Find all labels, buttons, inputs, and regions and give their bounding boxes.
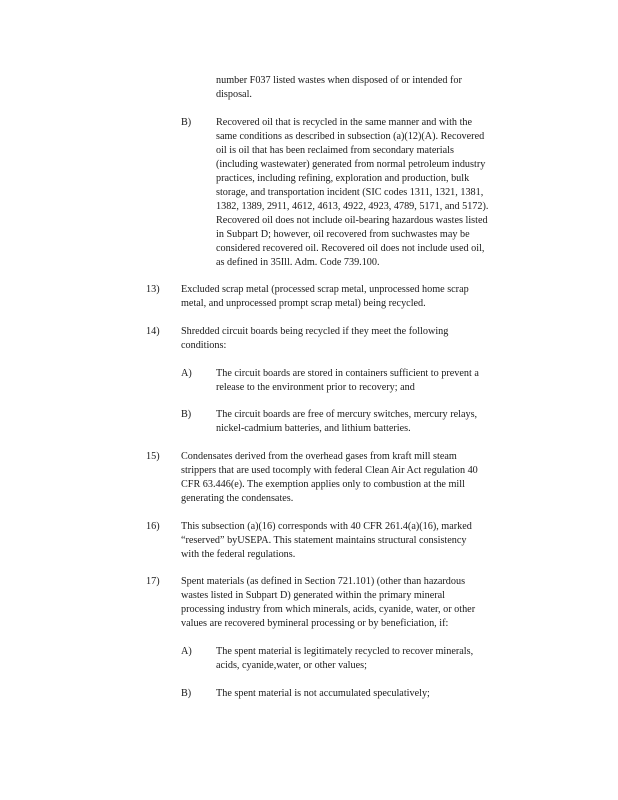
text-line: considered recovered oil. Recovered oil does not include used oil, bbox=[216, 243, 485, 254]
text-line: in Subpart D; however, oil recovered from suchwastes may be bbox=[216, 229, 470, 240]
text-line: Excluded scrap metal (processed scrap metal, unprocessed home scrap bbox=[181, 284, 469, 295]
text-line: processing industry from which minerals, acids, cyanide, water, or other bbox=[181, 604, 476, 615]
text-line: with the federal regulations. bbox=[181, 549, 296, 560]
text-line: disposal. bbox=[216, 89, 252, 100]
text-line: wastes listed in Subpart D) generated within the primary mineral bbox=[181, 590, 445, 601]
text-line: same conditions as described in subsection (a)(12)(A). Recovered bbox=[216, 131, 485, 142]
text-line: The spent material is not accumulated speculatively; bbox=[216, 688, 430, 699]
item-label: 16) bbox=[146, 521, 160, 532]
text-line: generating the condensates. bbox=[181, 493, 294, 504]
text-line: values are recovered bymineral processing or by beneficiation, if: bbox=[181, 618, 449, 629]
text-line: as defined in 35Ill. Adm. Code 739.100. bbox=[216, 257, 380, 268]
text-line: conditions: bbox=[181, 340, 227, 351]
text-line: nickel-cadmium batteries, and lithium batteries. bbox=[216, 423, 411, 434]
text-line: Spent materials (as defined in Section 721.101) (other than hazardous bbox=[181, 576, 466, 587]
text-line: Recovered oil that is recycled in the same manner and with the bbox=[216, 117, 473, 128]
text-line: strippers that are used tocomply with federal Clean Air Act regulation 40 bbox=[181, 465, 478, 476]
text-line: The circuit boards are free of mercury switches, mercury relays, bbox=[216, 409, 478, 420]
text-line: oil is oil that has been reclaimed from secondary materials bbox=[216, 145, 454, 156]
text-line: The spent material is legitimately recycled to recover minerals, bbox=[216, 646, 474, 657]
text-line: Recovered oil does not include oil-bearing hazardous wastes listed bbox=[216, 215, 488, 226]
item-label: B) bbox=[181, 117, 192, 128]
item-label: A) bbox=[181, 646, 192, 657]
text-line: Shredded circuit boards being recycled if they meet the following bbox=[181, 326, 449, 337]
text-line: This subsection (a)(16) corresponds with 40 CFR 261.4(a)(16), marked bbox=[181, 521, 472, 532]
item-label: A) bbox=[181, 368, 192, 379]
text-line: Condensates derived from the overhead gases from kraft mill steam bbox=[181, 451, 457, 462]
item-label: B) bbox=[181, 409, 192, 420]
text-line: “reserved” byUSEPA. This statement maintains structural consistency bbox=[181, 535, 467, 546]
item-label: 13) bbox=[146, 284, 160, 295]
text-line: The circuit boards are stored in containers sufficient to prevent a bbox=[216, 368, 479, 379]
item-label: 17) bbox=[146, 576, 160, 587]
text-line: 1382, 1389, 2911, 4612, 4613, 4922, 4923, 4789, 5171, and 5172). bbox=[216, 201, 489, 212]
text-line: storage, and transportation incident (SIC codes 1311, 1321, 1381, bbox=[216, 187, 484, 198]
text-line: metal, and unprocessed prompt scrap metal) being recycled. bbox=[181, 298, 426, 309]
text-line: number F037 listed wastes when disposed of or intended for bbox=[216, 75, 462, 86]
item-label: 15) bbox=[146, 451, 160, 462]
item-label: 14) bbox=[146, 326, 160, 337]
text-line: release to the environment prior to recovery; and bbox=[216, 382, 415, 393]
text-line: CFR 63.446(e). The exemption applies only to combustion at the mill bbox=[181, 479, 465, 490]
text-line: acids, cyanide,water, or other values; bbox=[216, 660, 367, 671]
text-line: practices, including refining, exploration and production, bulk bbox=[216, 173, 470, 184]
text-line: (including wastewater) generated from normal petroleum industry bbox=[216, 159, 486, 170]
item-label: B) bbox=[181, 688, 192, 699]
